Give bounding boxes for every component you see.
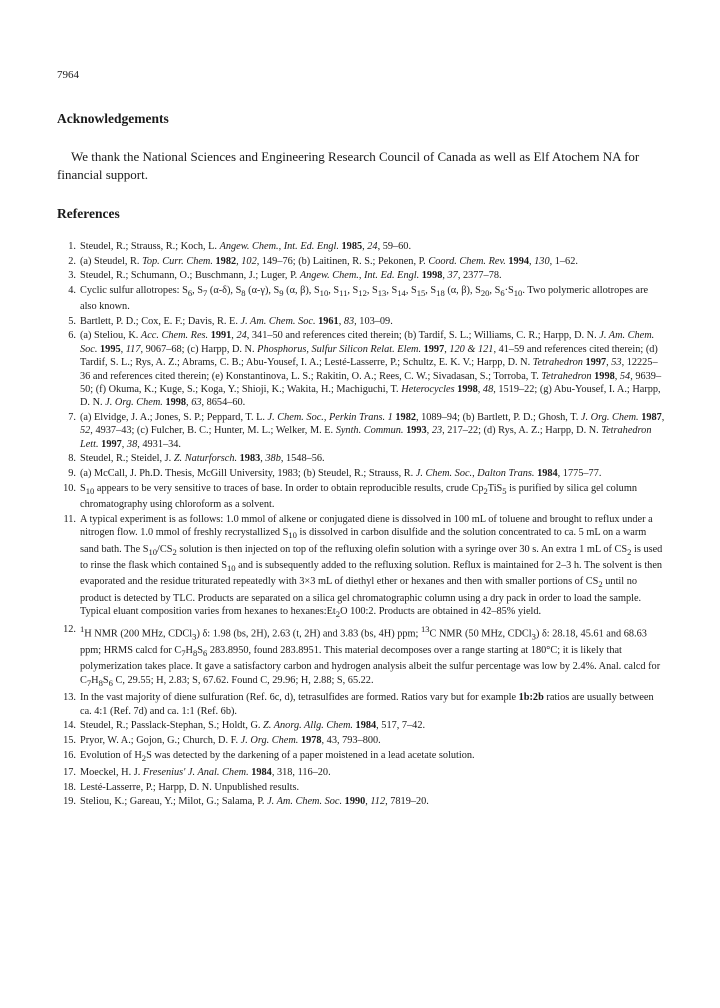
reference-number: 2. xyxy=(68,255,76,267)
reference-number: 17. xyxy=(63,767,76,779)
reference-item xyxy=(57,781,667,794)
reference-text: Steudel, R.; Strauss, R.; Koch, L. Angew. Chem., Int. Ed. Engl. 1985, 24, 59–60. xyxy=(80,241,412,252)
reference-number: 19. xyxy=(63,796,76,808)
reference-text: Steudel, R.; Steidel, J. Z. Naturforsch. 1983, 38b, 1548–56. xyxy=(80,453,325,465)
reference-item xyxy=(57,411,667,451)
reference-number: 7. xyxy=(68,412,76,424)
reference-text: Pryor, W. A.; Gojon, G.; Church, D. F. J. Org. Chem. 1978, 43, 793–800. xyxy=(80,734,381,746)
reference-item xyxy=(57,329,667,409)
reference-number: 15. xyxy=(63,734,76,746)
reference-number: 4. xyxy=(68,284,76,296)
reference-text: $^1$H NMR (200 MHz, CDCl$_3$) δ: 1.98 (bs, 2H), 2.63 (t, 2H) and 3.83 (bs, 4H) ppm; $^{13}$C NMR (50 MHz, CDCl$_3$) δ: 28.18, 45.61 and 68.63 ppm; HRMS calcd for $C_7H_8S_6$ 283.8950, found 283.8951. This material decomposes over a range starting at 180°C; it is likely that polymerization takes place. It gave a satisfactory carbon and hydrogen analysis albeit the sulfur percentage was low by 2.4%. Anal. calcd for $C_7H_8S_6$ C, 29.55; H, 2.83; S, 67.62. Found C, 29.96; H, 2.88; S, 65.22. xyxy=(80,623,661,688)
reference-item xyxy=(57,315,667,328)
reference-text: Steudel, R.; Schumann, O.; Buschmann, J.; Luger, P. Angew. Chem., Int. Ed. Engl. 1998, 37, 2377–78. xyxy=(80,270,502,282)
reference-item xyxy=(57,734,667,747)
reference-text: (a) Elvidge, J. A.; Jones, S. P.; Peppard, T. L. J. Chem. Soc., Perkin Trans. 1 1982, 1089–94; (b) Bartlett, P. D.; Ghosh, T. J. Org. Chem. 1987, 52, 4937–43; (c) Fulcher, B. C.; Hunter, M. L.; Welker, M. E. Synth. Commun. 1993, 23, 217–22; (d) Rys, A. Z.; Harpp, D. N. Tetrahedron Lett. 1997, 38, 4931–34. xyxy=(80,412,665,450)
reference-item xyxy=(57,795,667,808)
reference-item xyxy=(57,467,667,480)
reference-text: $S_{10}$ appears to be very sensitive to traces of base. In order to obtain reproducible results, crude $Cp_2TiS_5$ is purified by silica gel column chromatography using chloroform as a solvent. xyxy=(80,482,637,511)
reference-item xyxy=(57,269,667,282)
reference-text: Steudel, R.; Passlack-Stephan, S.; Holdt, G. Z. Anorg. Allg. Chem. 1984, 517, 7–42. xyxy=(80,720,426,732)
reference-item xyxy=(57,482,667,512)
reference-number: 12. xyxy=(63,623,76,635)
reference-number: 6. xyxy=(68,330,76,342)
reference-text: Moeckel, H. J. Fresenius' J. Anal. Chem. 1984, 318, 116–20. xyxy=(80,767,331,779)
reference-item xyxy=(57,623,667,690)
reference-text: (a) McCall, J. Ph.D. Thesis, McGill University, 1983; (b) Steudel, R.; Strauss, R. J. Chem. Soc., Dalton Trans. 1984, 1775–77. xyxy=(80,468,602,480)
reference-item xyxy=(57,255,667,268)
reference-text: Evolution of $H_2S$ was detected by the darkening of a paper moistened in a lead acetate solution. xyxy=(80,749,475,763)
reference-text: (a) Steliou, K. Acc. Chem. Res. 1991, 24, 341–50 and references cited therein; (b) Tardif, S. L.; Williams, C. R.; Harpp, D. N. J. Am. Chem. Soc. 1995, 117, 9067–68; (c) Harpp, D. N. Phosphorus, Sulfur Silicon Relat. Elem. 1997, 120 & 121, 41–59 and references cited therein; (d) Tardif, S. L.; Rys, A. Z.; Abrams, C. B.; Abu-Yousef, I. A.; Lesté-Lasserre, P.; Schultz, E. K. V.; Harpp, D. N. Tetrahedron 1997, 53, 12225–36 and references cited therein; (e) Konstantinova, L. S.; Rakitin, O. A.; Rees, C. W.; Sivadasan, S.; Torroba, T. Tetrahedron 1998, 54, 9639–50; (f) Okuma, K.; Kuge, S.; Koga, Y.; Shioji, K.; Wakita, H.; Machiguchi, T. Heterocycles 1998, 48, 1519–22; (g) Abu-Yousef, I. A.; Harpp, D. N. J. Org. Chem. 1998, 63, 8654–60. xyxy=(80,330,662,409)
references-heading: References xyxy=(57,206,120,221)
reference-number: 13. xyxy=(63,692,76,704)
reference-item xyxy=(57,240,667,253)
reference-item xyxy=(57,719,667,732)
reference-number: 14. xyxy=(63,720,76,732)
reference-number: 1. xyxy=(68,241,76,252)
reference-number: 18. xyxy=(63,781,76,793)
acknowledgements-heading: Acknowledgements xyxy=(57,111,169,126)
reference-item xyxy=(57,766,667,779)
reference-item xyxy=(57,749,667,765)
reference-text: Steliou, K.; Gareau, Y.; Milot, G.; Salama, P. J. Am. Chem. Soc. 1990, 112, 7819–20. xyxy=(80,796,429,808)
reference-item xyxy=(57,691,667,718)
acknowledgements-text: We thank the National Sciences and Engineering Research Council of Canada as well as Elf Atochem NA for financial support. xyxy=(57,149,640,182)
reference-number: 8. xyxy=(68,453,76,465)
reference-number: 5. xyxy=(68,315,76,327)
reference-text: Lesté-Lasserre, P.; Harpp, D. N. Unpublished results. xyxy=(80,781,300,793)
reference-text: Cyclic sulfur allotropes: $S_6$, $S_7$ (α-δ), $S_8$ (α-γ), $S_9$ (α, β), $S_{10}$, $S_{11}$, $S_{12}$, $S_{13}$, $S_{14}$, $S_{15}$, $S_{18}$ (α, β), $S_{20}$, $S_6\cdot S_{10}$. Two polymeric allotropes are also known. xyxy=(80,284,649,313)
reference-number: 9. xyxy=(68,468,76,480)
reference-number: 10. xyxy=(63,482,76,494)
reference-text: A typical experiment is as follows: 1.0 mmol of alkene or conjugated diene is dissolved in 100 mL of toluene and brought to reflux under a nitrogen flow. 1.0 mmol of freshly recrystallized $S_{10}$ is dissolved in carbon disulfide and the solution concentrated to ca. 5 mL on a warm sand bath. The $S_{10}/CS_2$ solution is then injected on top of the refluxing olefin solution with a syringe over 30 s. An extra 1 mL of $CS_2$ is used to rinse the flask which contained $S_{10}$ and is subsequently added to the refluxing solution. Reflux is maintained for 2–3 h. The solvent is then evaporated and the residue triturated repeatedly with 3×3 mL of diethyl ether or hexanes and then with smaller portions of $CS_2$ until no product is detected by TLC. Products are separated on a silica gel chromatographic column using a dry pack in order to load the sample. Typical eluant composition varies from hexanes to $hexanes:Et_2O$ 100:2. Products are obtained in 42–85% yield. xyxy=(80,513,663,620)
reference-number: 11. xyxy=(63,513,76,525)
reference-number: 16. xyxy=(63,749,76,761)
references-list xyxy=(57,240,667,810)
reference-item xyxy=(57,513,667,622)
reference-item xyxy=(57,284,667,314)
page-number: 7964 xyxy=(57,69,79,81)
reference-text: In the vast majority of diene sulfuration (Ref. 6c, d), tetrasulfides are formed. Ratios vary but for example 1b:2b ratios are usually between ca. 4:1 (Ref. 7d) and ca. 1:1 (Ref. 6b). xyxy=(80,692,654,717)
reference-item xyxy=(57,452,667,465)
reference-text: Bartlett, P. D.; Cox, E. F.; Davis, R. E. J. Am. Chem. Soc. 1961, 83, 103–09. xyxy=(80,315,393,327)
reference-number: 3. xyxy=(68,270,76,282)
reference-text: (a) Steudel, R. Top. Curr. Chem. 1982, 102, 149–76; (b) Laitinen, R. S.; Pekonen, P. Coord. Chem. Rev. 1994, 130, 1–62. xyxy=(80,255,578,267)
